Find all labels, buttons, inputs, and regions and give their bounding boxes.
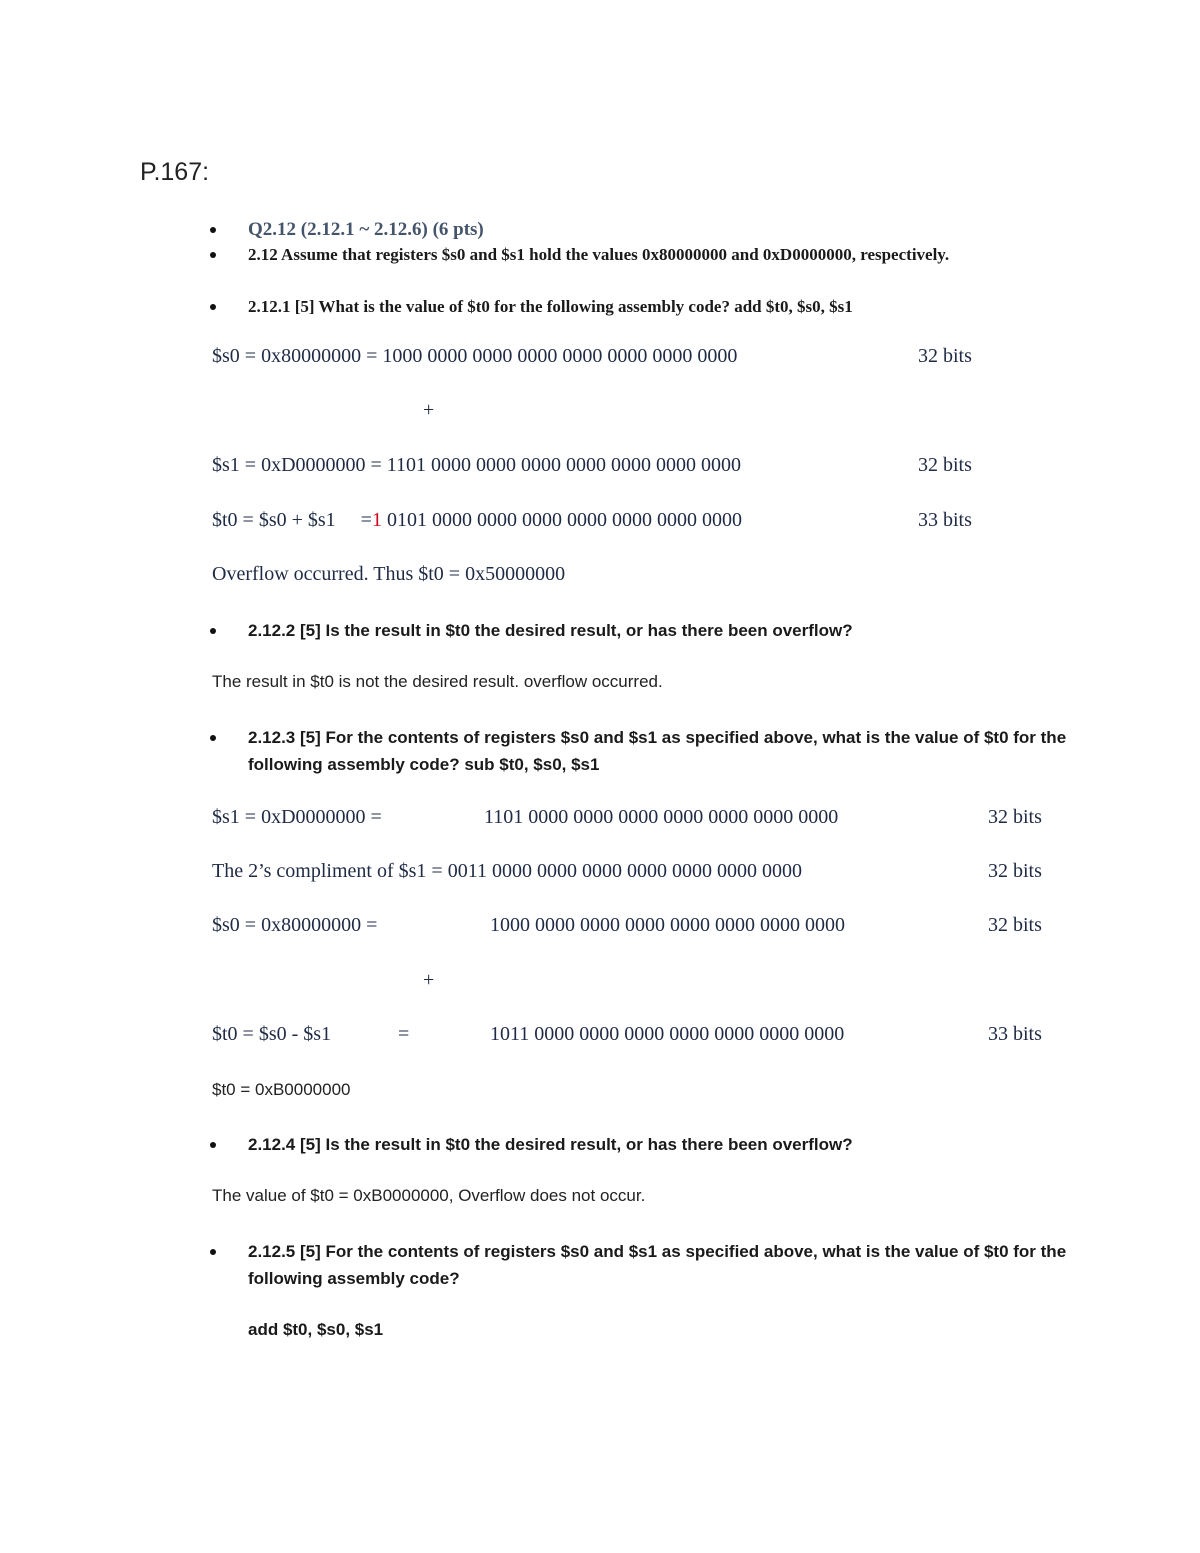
part3-twos-complement: The 2’s compliment of $s1 = 0011 0000 0000 0000 0000 0000 0000 0000 — [212, 860, 802, 882]
question-2-12-3: 2.12.3 [5] For the contents of registers $s0 and $s1 as specified above, what is the value of $t0 for the following assembly code? sub $t0, $s0, $s1 — [248, 728, 1067, 774]
code-2-12-5: add $t0, $s0, $s1 — [248, 1320, 384, 1339]
part3-twos-complement-bits: 32 bits — [988, 860, 1042, 882]
part3-result: $t0 = 0xB0000000 — [212, 1080, 351, 1099]
bullet-dot — [210, 252, 216, 258]
part3-s0-label: $s0 = 0x80000000 = — [212, 914, 378, 936]
part1-t0-rest: 0101 0000 0000 0000 0000 0000 0000 0000 — [381, 509, 742, 531]
part3-t0-bits: 33 bits — [988, 1023, 1042, 1045]
part1-t0-prefix: $t0 = $s0 + $s1 = — [212, 509, 372, 531]
question-2-12-2: 2.12.2 [5] Is the result in $t0 the desired result, or has there been overflow? — [248, 621, 853, 640]
question-heading: Q2.12 (2.12.1 ~ 2.12.6) (6 pts) — [248, 219, 484, 240]
part3-s0-bits: 32 bits — [988, 914, 1042, 936]
bullet-2-12-1 — [210, 293, 1070, 320]
part3-s1-bits: 32 bits — [988, 806, 1042, 828]
part3-t0-label: $t0 = $s0 - $s1 — [212, 1023, 332, 1045]
bullet-dot — [210, 227, 216, 233]
part3-s1-label: $s1 = 0xD0000000 = — [212, 806, 382, 828]
part1-t0-line — [212, 509, 742, 532]
part1-s0-bits: 32 bits — [918, 345, 972, 367]
part1-plus: + — [423, 399, 435, 421]
part3-t0-binary: 1011 0000 0000 0000 0000 0000 0000 0000 — [490, 1023, 845, 1045]
question-2-12-5: 2.12.5 [5] For the contents of registers $s0 and $s1 as specified above, what is the value of $t0 for the following assembly code? — [248, 1242, 1067, 1288]
part1-t0-bits: 33 bits — [918, 509, 972, 531]
bullet-dot — [210, 628, 216, 634]
question-2-12: 2.12 Assume that registers $s0 and $s1 hold the values 0x80000000 and 0xD0000000, respectively. — [248, 245, 950, 264]
part1-s1-bits: 32 bits — [918, 454, 972, 476]
bullet-2-12-4 — [210, 1131, 1070, 1158]
bullet-dot — [210, 304, 216, 310]
part3-s1-binary: 1101 0000 0000 0000 0000 0000 0000 0000 — [484, 806, 839, 828]
part3-s0-binary: 1000 0000 0000 0000 0000 0000 0000 0000 — [490, 914, 845, 936]
bullet-2-12 — [210, 241, 1070, 268]
part1-s0-line: $s0 = 0x80000000 = 1000 0000 0000 0000 0000 0000 0000 0000 — [212, 345, 738, 367]
bullet-2-12-5 — [210, 1238, 1070, 1292]
part1-conclusion: Overflow occurred. Thus $t0 = 0x50000000 — [212, 563, 566, 585]
bullet-2-12-2 — [210, 617, 1070, 644]
bullet-dot — [210, 1142, 216, 1148]
page-label: P.167: — [140, 158, 210, 186]
part3-t0-equals: = — [398, 1023, 410, 1045]
answer-2-12-4: The value of $t0 = 0xB0000000, Overflow does not occur. — [212, 1186, 646, 1205]
part3-plus: + — [423, 969, 435, 991]
part1-t0-carry: 1 — [371, 509, 382, 531]
bullet-dot — [210, 735, 216, 741]
part1-s1-line: $s1 = 0xD0000000 = 1101 0000 0000 0000 0000 0000 0000 0000 — [212, 454, 742, 476]
bullet-2-12-3 — [210, 724, 1070, 778]
answer-2-12-2: The result in $t0 is not the desired result. overflow occurred. — [212, 672, 663, 691]
bullet-dot — [210, 1249, 216, 1255]
bullet-q-heading — [210, 216, 1070, 243]
question-2-12-4: 2.12.4 [5] Is the result in $t0 the desired result, or has there been overflow? — [248, 1135, 853, 1154]
question-2-12-1: 2.12.1 [5] What is the value of $t0 for the following assembly code? add $t0, $s0, $s1 — [248, 297, 853, 316]
